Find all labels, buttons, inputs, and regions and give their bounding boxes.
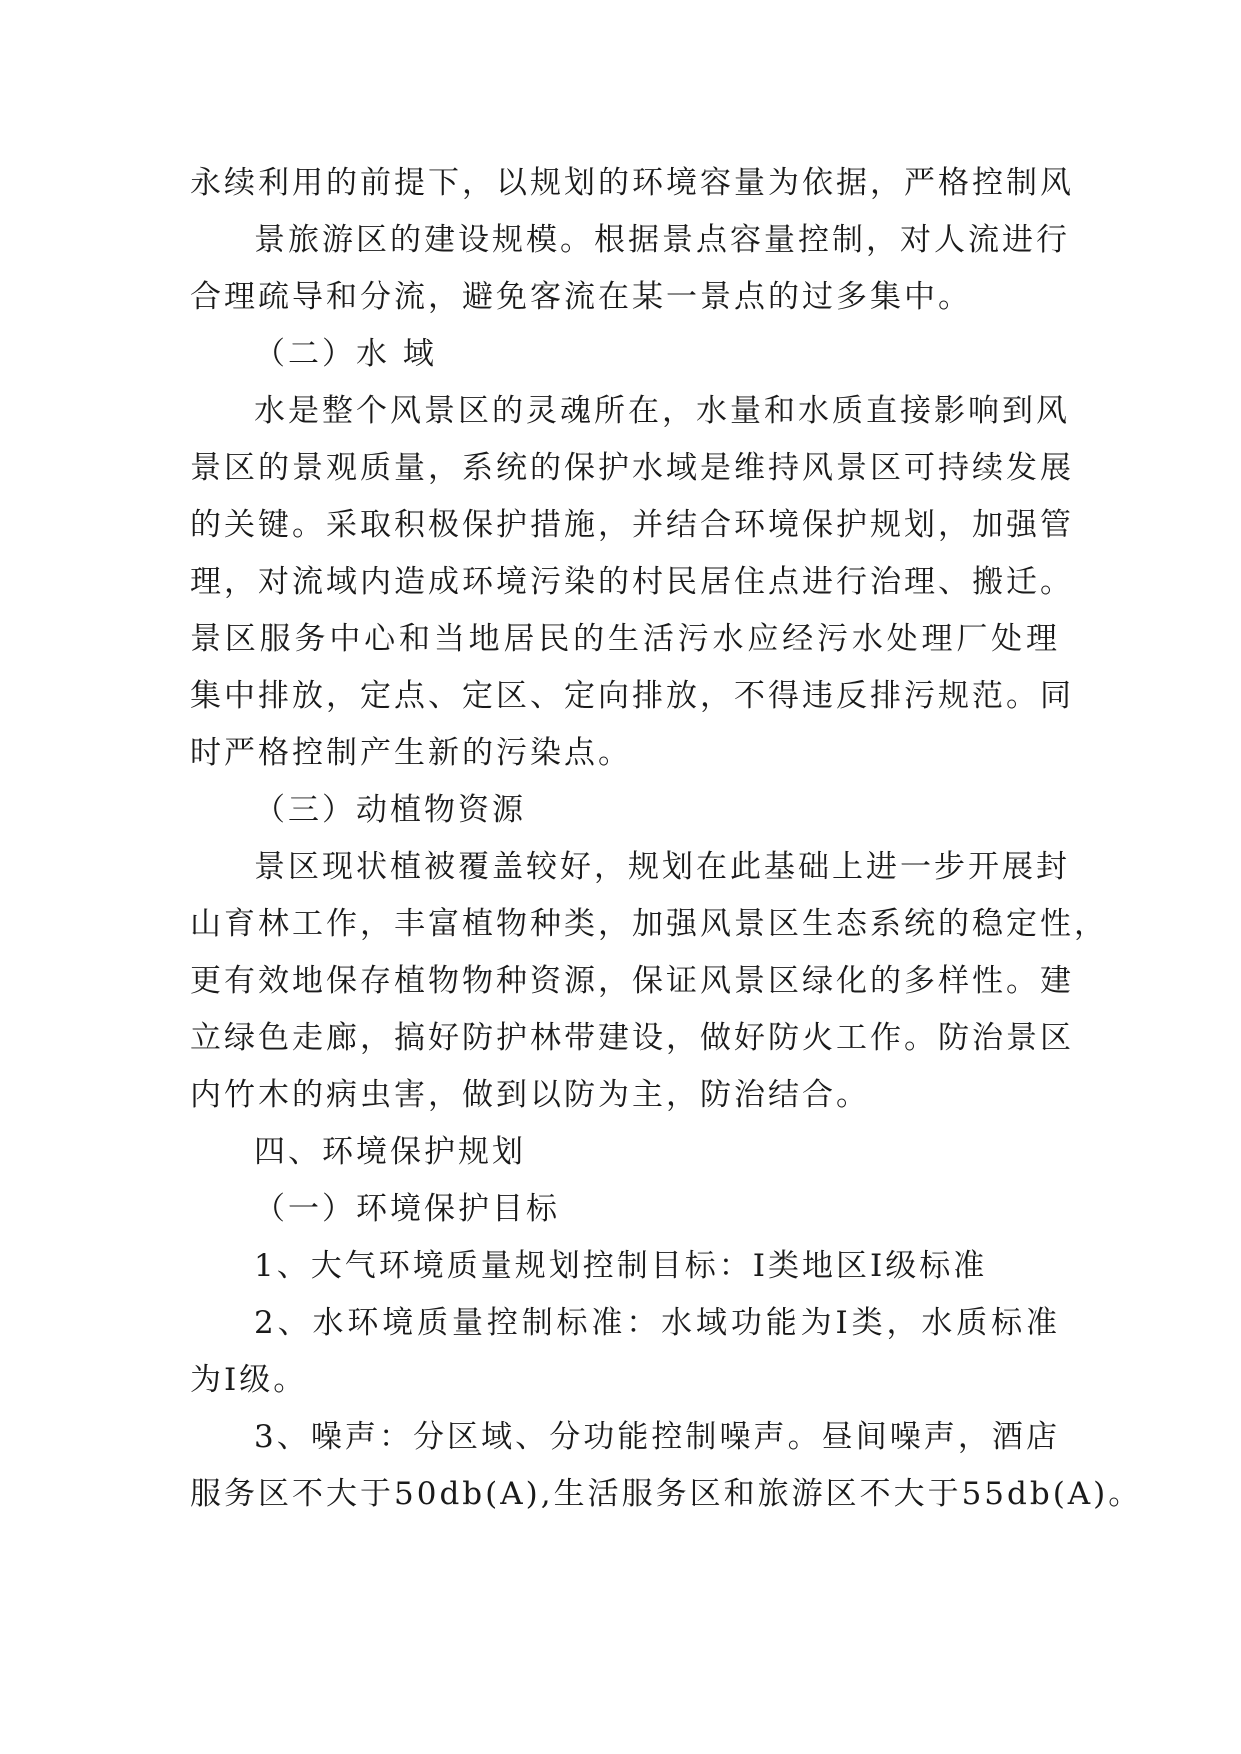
text-line: 理，对流域内造成环境污染的村民居住点进行治理、搬迁。: [190, 564, 1074, 600]
text-line: 水是整个风景区的灵魂所在，水量和水质直接影响到风: [254, 393, 1070, 429]
text-line: 景区现状植被覆盖较好，规划在此基础上进一步开展封: [254, 849, 1070, 885]
body-text: [190, 155, 1143, 1523]
text-line: 的关键。采取积极保护措施，并结合环境保护规划，加强管: [190, 507, 1074, 543]
section-heading: （三）动植物资源: [254, 792, 526, 828]
text-line: 立绿色走廊，搞好防护林带建设，做好防火工作。防治景区: [190, 1020, 1074, 1056]
text-line: 为Ⅰ级。: [190, 1362, 308, 1398]
text-line: 景区服务中心和当地居民的生活污水应经污水处理厂处理: [190, 621, 1060, 657]
section-heading: （二）水 域: [254, 336, 437, 372]
text-line: 1、大气环境质量规划控制目标：Ⅰ类地区Ⅰ级标准: [254, 1248, 988, 1284]
text-line: 合理疏导和分流，避免客流在某一景点的过多集中。: [190, 279, 972, 315]
text-line: 服务区不大于50db(A),生活服务区和旅游区不大于55db(A)。: [190, 1476, 1143, 1512]
text-line: 3、噪声：分区域、分功能控制噪声。昼间噪声，酒店: [254, 1419, 1060, 1455]
text-line: 内竹木的病虫害，做到以防为主，防治结合。: [190, 1077, 870, 1113]
text-line: 更有效地保存植物物种资源，保证风景区绿化的多样性。建: [190, 963, 1074, 999]
text-line: 时严格控制产生新的污染点。: [190, 735, 632, 771]
text-line: 集中排放，定点、定区、定向排放，不得违反排污规范。同: [190, 678, 1074, 714]
section-heading: （一）环境保护目标: [254, 1191, 560, 1227]
text-line: 永续利用的前提下，以规划的环境容量为依据，严格控制风: [190, 165, 1074, 201]
text-line: 景旅游区的建设规模。根据景点容量控制，对人流进行: [254, 222, 1070, 258]
text-line: 山育林工作，丰富植物种类，加强风景区生态系统的稳定性，: [190, 906, 1108, 942]
text-line: 景区的景观质量，系统的保护水域是维持风景区可持续发展: [190, 450, 1074, 486]
text-line: 2、水环境质量控制标准：水域功能为Ⅰ类，水质标准: [254, 1305, 1060, 1341]
chapter-heading: 四、环境保护规划: [254, 1134, 526, 1170]
